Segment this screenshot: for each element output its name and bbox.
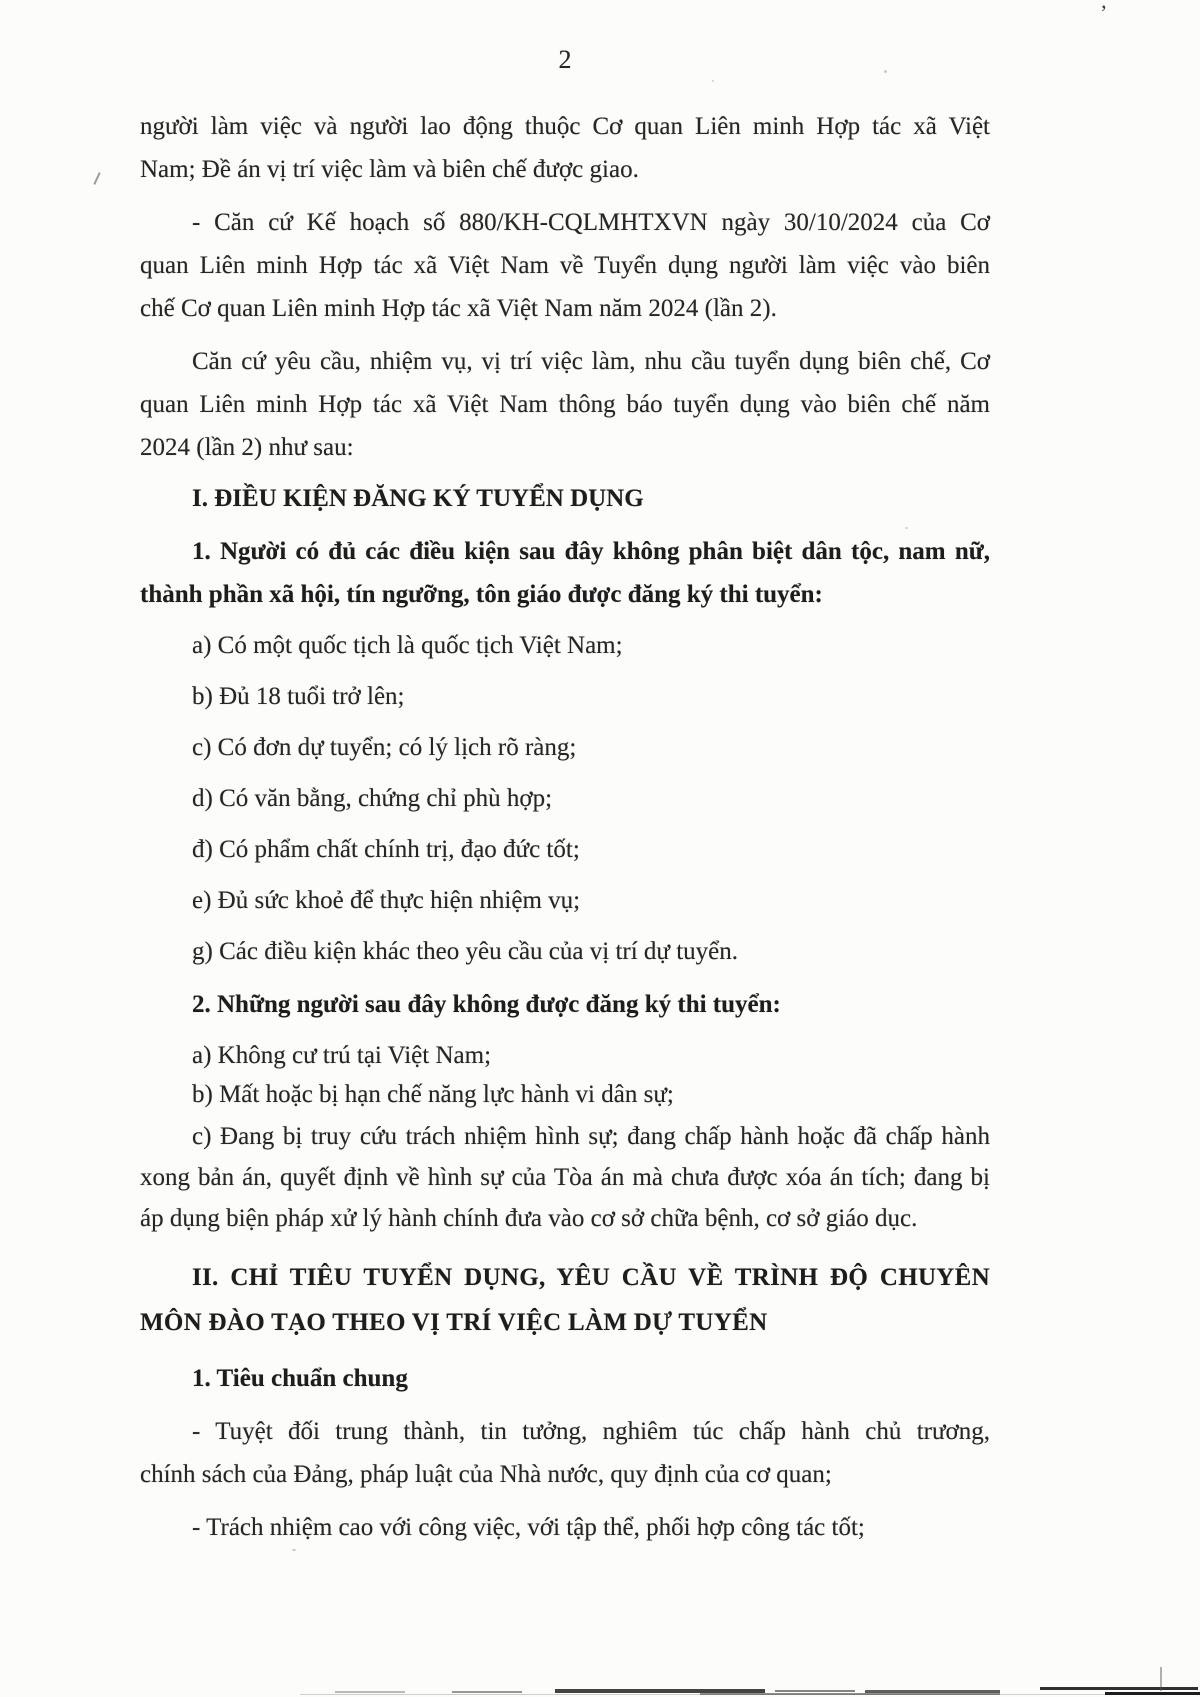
scan-apostrophe-mark: ’ — [1100, 0, 1108, 25]
scan-speck — [712, 80, 714, 82]
page-number: 2 — [558, 45, 572, 74]
list-item: b) Đủ 18 tuổi trở lên; — [192, 683, 405, 710]
scan-band-segment — [335, 1691, 405, 1693]
text-line: - Trách nhiệm cao với công việc, với tập thể, phối hợp công tác tốt; — [192, 1514, 865, 1541]
scan-band-segment — [1105, 1692, 1200, 1695]
paragraph-continuation — [140, 105, 990, 191]
paragraph-tieu-chuan-1 — [140, 1410, 990, 1496]
scan-band-segment — [1160, 1667, 1162, 1691]
paragraph-tieu-chuan-2 — [140, 1506, 990, 1549]
scan-slash-mark — [93, 172, 100, 185]
heading-line: I. ĐIỀU KIỆN ĐĂNG KÝ TUYỂN DỤNG — [192, 485, 644, 512]
paragraph-muc-2c — [140, 1116, 990, 1239]
text-line: - Tuyệt đối trung thành, tin tưởng, nghiêm túc chấp hành chủ trương, — [192, 1418, 990, 1445]
text-line: người làm việc và người lao động thuộc Cơ quan Liên minh Hợp tác xã Việt — [140, 113, 990, 140]
text-line: 2024 (lần 2) như sau: — [140, 434, 354, 461]
list-item: đ) Có phẩm chất chính trị, đạo đức tốt; — [192, 836, 580, 863]
list-item: e) Đủ sức khoẻ để thực hiện nhiệm vụ; — [192, 887, 581, 914]
text-line: áp dụng biện pháp xử lý hành chính đưa vào cơ sở chữa bệnh, cơ sở giáo dục. — [140, 1205, 918, 1232]
text-line: quan Liên minh Hợp tác xã Việt Nam thông báo tuyển dụng vào biên chế năm — [140, 391, 990, 418]
paragraph-dieu-kien-1 — [140, 530, 990, 616]
scan-band-segment — [865, 1690, 1000, 1693]
text-line: xong bản án, quyết định về hình sự của Tòa án mà chưa được xóa án tích; đang bị — [140, 1164, 990, 1191]
list-item: a) Không cư trú tại Việt Nam; — [192, 1042, 492, 1069]
paragraph-can-cu-ke-hoach — [140, 201, 990, 330]
list-dieu-kien — [140, 624, 990, 973]
heading-tieu-chuan-chung — [140, 1357, 990, 1400]
document-content — [140, 0, 990, 1549]
scan-speck — [292, 1549, 296, 1551]
scan-band-segment — [700, 1693, 1000, 1695]
text-line: chế Cơ quan Liên minh Hợp tác xã Việt Nam năm 2024 (lần 2). — [140, 295, 777, 322]
text-line: quan Liên minh Hợp tác xã Việt Nam về Tuyển dụng người làm việc vào biên — [140, 252, 990, 279]
list-item: d) Có văn bằng, chứng chỉ phù hợp; — [192, 785, 553, 812]
scan-band-segment — [1040, 1687, 1198, 1690]
list-khong-duoc-dang-ky — [140, 1036, 990, 1114]
paragraph-can-cu-yeu-cau — [140, 340, 990, 469]
text-line: 1. Người có đủ các điều kiện sau đây không phân biệt dân tộc, nam nữ, — [192, 538, 990, 565]
text-line: c) Đang bị truy cứu trách nhiệm hình sự; đang chấp hành hoặc đã chấp hành — [192, 1123, 990, 1150]
heading-line: 1. Tiêu chuẩn chung — [192, 1365, 408, 1392]
heading-line: 2. Những người sau đây không được đăng ký thi tuyển: — [192, 991, 781, 1018]
heading-section-ii — [140, 1255, 990, 1345]
heading-line: MÔN ĐÀO TẠO THEO VỊ TRÍ VIỆC LÀM DỰ TUYỂN — [140, 1309, 768, 1336]
text-line: Nam; Đề án vị trí việc làm và biên chế được giao. — [140, 156, 639, 183]
heading-muc-2 — [140, 983, 990, 1026]
text-line: - Căn cứ Kế hoạch số 880/KH-CQLMHTXVN ngày 30/10/2024 của Cơ — [192, 209, 990, 236]
scan-speck — [905, 527, 908, 529]
list-item: c) Có đơn dự tuyển; có lý lịch rõ ràng; — [192, 734, 577, 761]
text-line: thành phần xã hội, tín ngưỡng, tôn giáo được đăng ký thi tuyển: — [140, 581, 823, 608]
text-line: Căn cứ yêu cầu, nhiệm vụ, vị trí việc làm, nhu cầu tuyển dụng biên chế, Cơ — [192, 348, 990, 375]
heading-line: II. CHỈ TIÊU TUYỂN DỤNG, YÊU CẦU VỀ TRÌNH ĐỘ CHUYÊN — [192, 1264, 990, 1291]
list-item: b) Mất hoặc bị hạn chế năng lực hành vi dân sự; — [192, 1081, 674, 1108]
scan-speck — [884, 70, 887, 73]
list-item: g) Các điều kiện khác theo yêu cầu của vị trí dự tuyển. — [192, 938, 738, 965]
list-item: a) Có một quốc tịch là quốc tịch Việt Nam; — [192, 632, 623, 659]
scan-band-segment — [452, 1691, 522, 1693]
heading-section-i — [140, 477, 990, 520]
text-line: chính sách của Đảng, pháp luật của Nhà nước, quy định của cơ quan; — [140, 1461, 832, 1488]
scan-band-segment — [775, 1690, 855, 1692]
